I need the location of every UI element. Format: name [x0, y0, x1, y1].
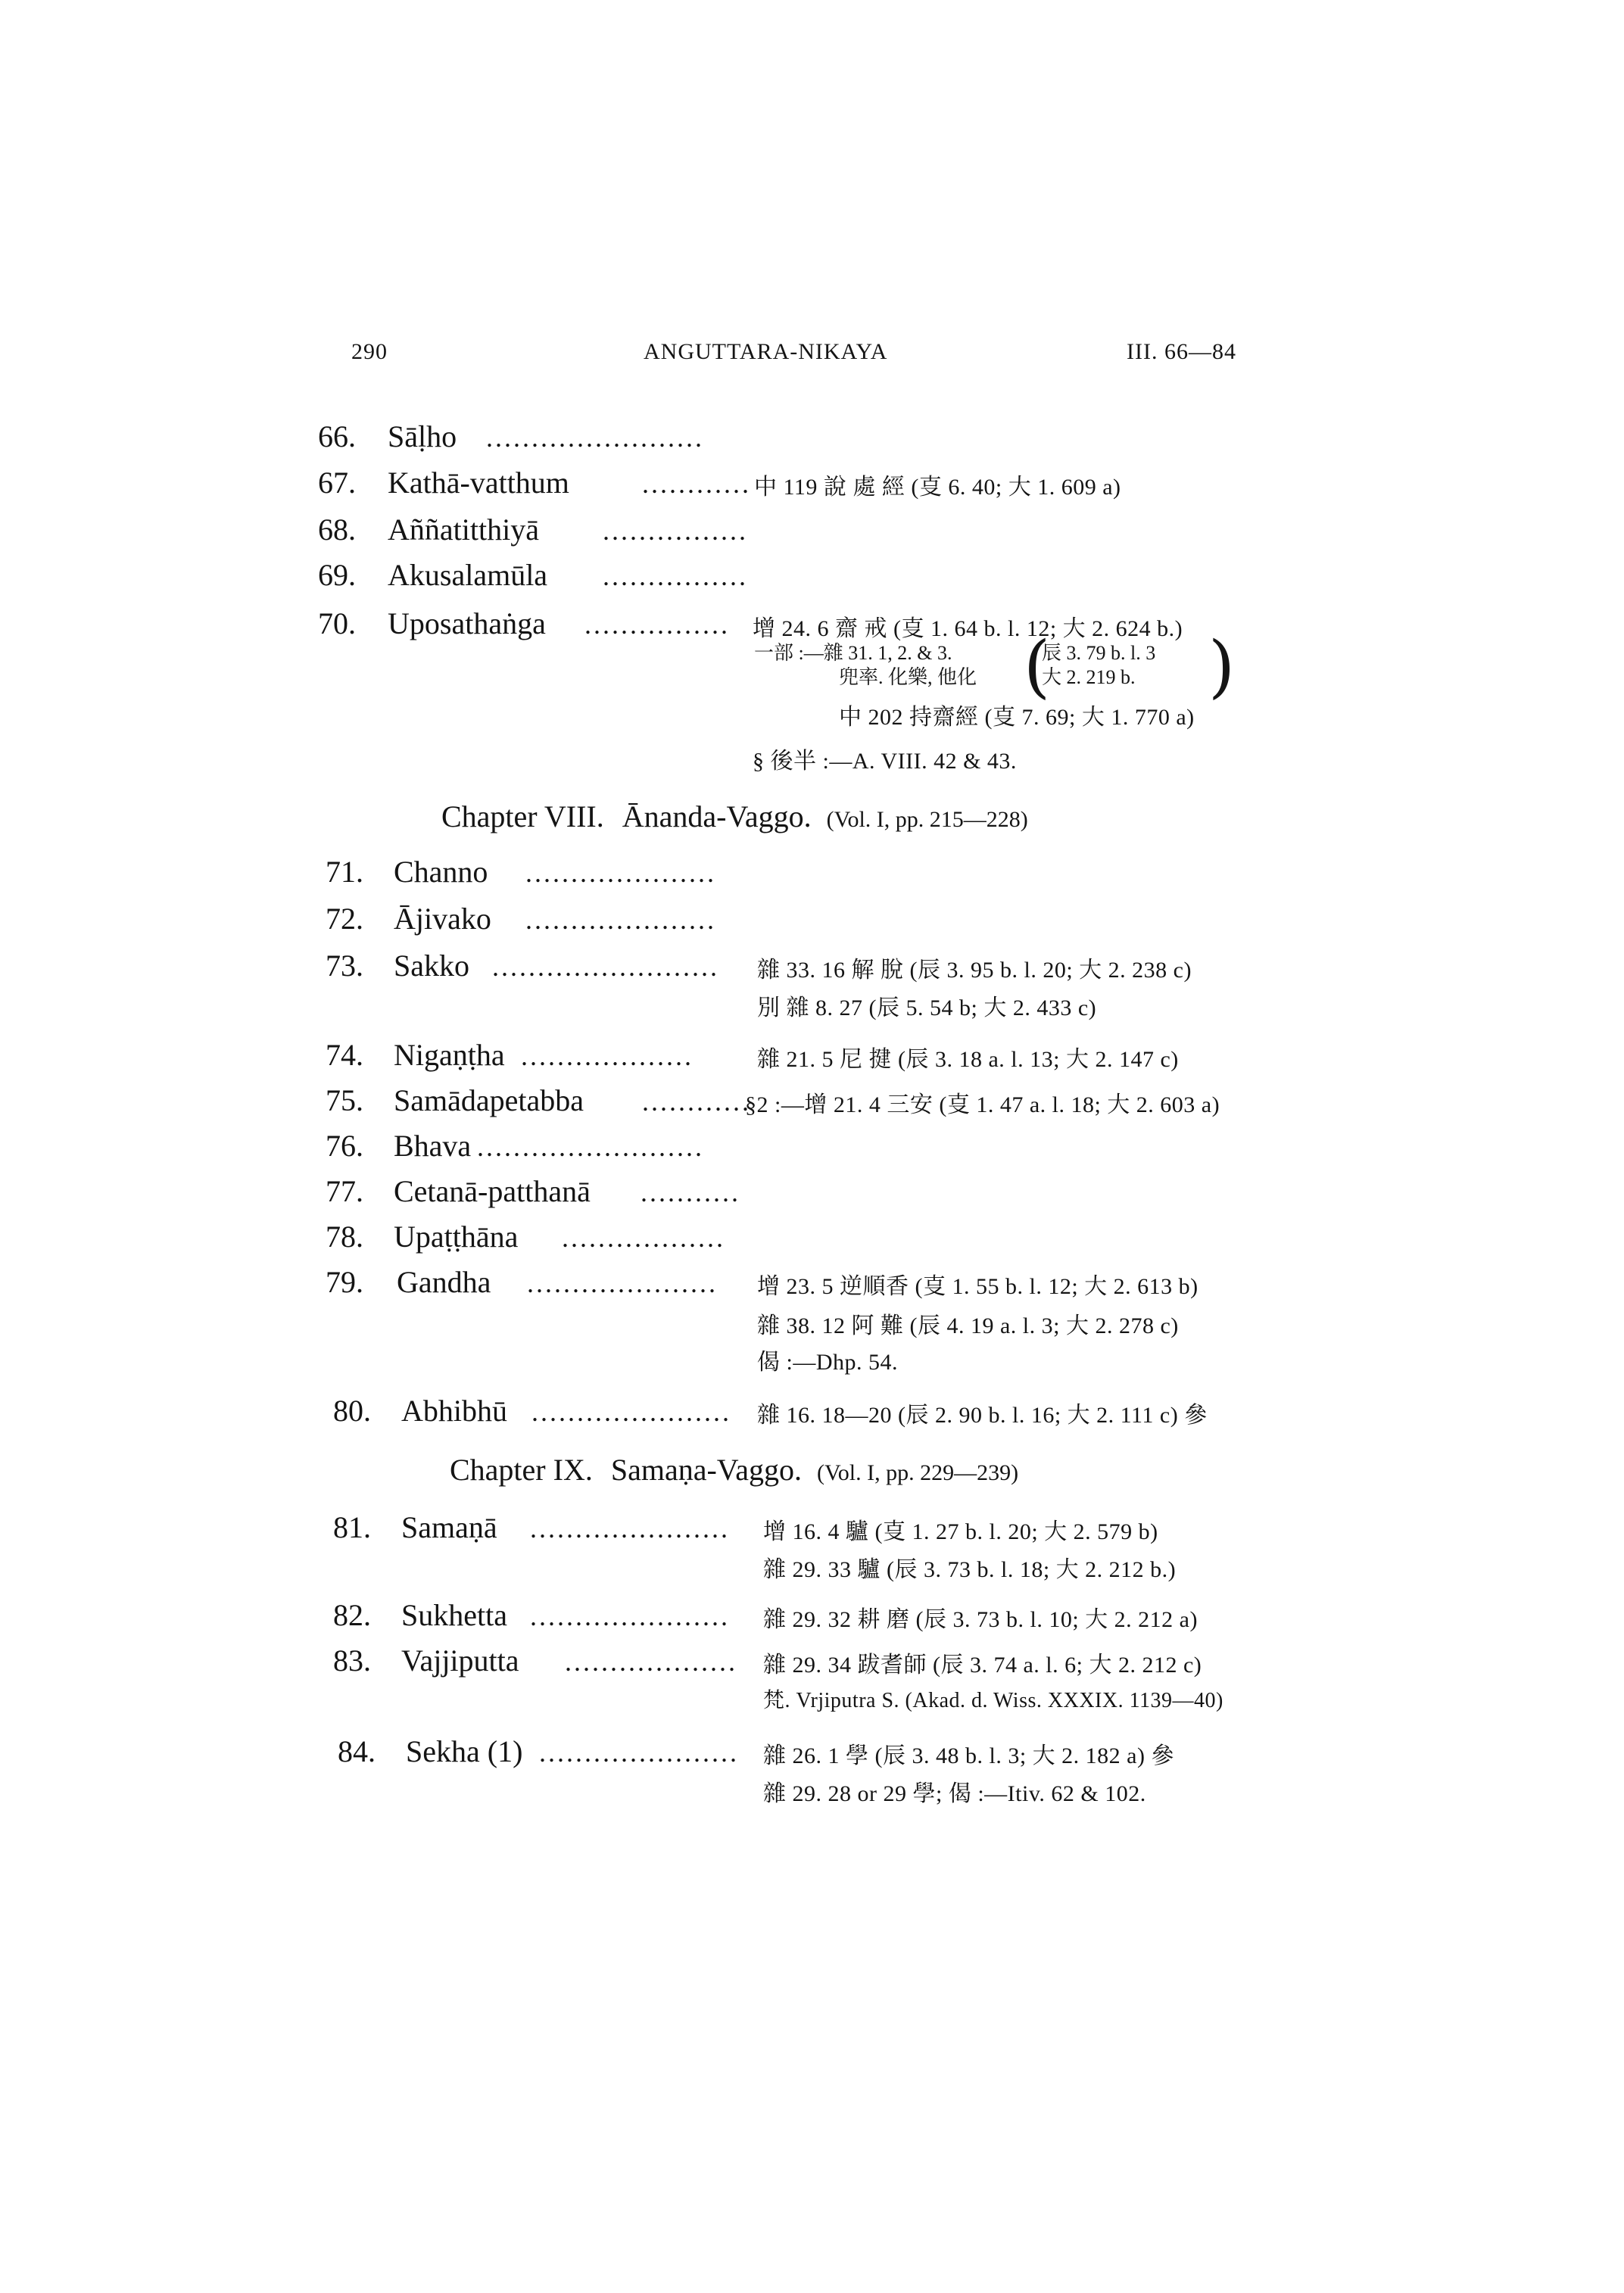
chapter-label: Chapter VIII.	[441, 799, 604, 833]
entry-title: Akusalamūla	[388, 558, 548, 592]
cross-reference: 雜 29. 33 驢 (辰 3. 73 b. l. 18; 大 2. 212 b.)	[763, 1557, 1177, 1582]
page-range: III. 66—84	[1127, 339, 1236, 364]
entry-title: Aññatitthiyā	[388, 512, 539, 547]
entry-title: Cetanā-patthanā	[394, 1174, 591, 1208]
leader-dots: .....................	[527, 1268, 718, 1298]
leader-dots: .........................	[492, 952, 719, 982]
entry-number: 78.	[326, 1220, 363, 1254]
chapter-name: Ānanda-Vaggo.	[622, 799, 812, 833]
entry-title: Ājivako	[394, 902, 491, 936]
leader-dots: ................	[584, 609, 730, 640]
entry-title: Kathā-vatthum	[388, 466, 569, 500]
cross-reference: 雜 16. 18—20 (辰 2. 90 b. l. 16; 大 2. 111 c) 參	[757, 1403, 1208, 1428]
leader-dots: .....................	[525, 858, 716, 888]
chapter-volume: (Vol. I, pp. 229—239)	[816, 1460, 1019, 1485]
chapter-volume: (Vol. I, pp. 215—228)	[826, 807, 1028, 832]
cross-reference: 雜 26. 1 學 (辰 3. 48 b. l. 3; 大 2. 182 a) 參	[763, 1743, 1174, 1768]
chapter-heading	[441, 799, 1028, 834]
entry-number: 68.	[318, 512, 356, 547]
cross-reference: 偈 :—Dhp. 54.	[757, 1350, 898, 1375]
cross-reference: 中 202 持齋經 (㕝 7. 69; 大 1. 770 a)	[839, 705, 1195, 730]
entry-number: 69.	[318, 558, 356, 592]
cross-reference: 增 24. 6 齋 戒 (㕝 1. 64 b. l. 12; 大 2. 624 b.)	[753, 616, 1183, 641]
leader-dots: ...................	[565, 1647, 737, 1677]
entry-number: 74.	[326, 1038, 363, 1072]
chapter-heading	[450, 1452, 1018, 1488]
leader-dots: ...........	[641, 1177, 740, 1207]
close-bracket: )	[1208, 627, 1236, 706]
running-title: ANGUTTARA-NIKAYA	[644, 339, 888, 364]
cross-reference: 雜 29. 32 耕 磨 (辰 3. 73 b. l. 10; 大 2. 212 a)	[763, 1607, 1198, 1632]
leader-dots: ......................	[530, 1513, 730, 1544]
leader-dots: ......................	[530, 1601, 730, 1631]
cross-reference-part: 兜率. 化樂, 他化	[839, 666, 977, 688]
entry-number: 73.	[326, 949, 363, 983]
entry-number: 79.	[326, 1265, 363, 1299]
cross-reference: 雜 38. 12 阿 難 (辰 4. 19 a. l. 3; 大 2. 278 c)	[757, 1313, 1179, 1338]
entry-number: 71.	[326, 855, 363, 889]
leader-dots: ......................	[531, 1397, 731, 1427]
entry-number: 83.	[333, 1643, 371, 1678]
leader-dots: ............	[642, 469, 751, 499]
cross-reference: 雜 33. 16 解 脫 (辰 3. 95 b. l. 20; 大 2. 238 c)	[757, 958, 1192, 983]
entry-title: Sekha (1)	[406, 1734, 523, 1768]
cross-reference: 雜 29. 34 跋耆師 (辰 3. 74 a. l. 6; 大 2. 212 c)	[763, 1653, 1202, 1678]
leader-dots: .....................	[525, 905, 716, 935]
entry-title: Samādapetabba	[394, 1083, 584, 1117]
entry-number: 70.	[318, 606, 356, 640]
entry-title: Bhava	[394, 1129, 472, 1163]
entry-title: Vajjiputta	[401, 1643, 519, 1678]
entry-title: Gandha	[397, 1265, 491, 1299]
cross-reference-part: 辰 3. 79 b. l. 3	[1042, 642, 1156, 664]
entry-number: 81.	[333, 1510, 371, 1544]
cross-reference-part: 大 2. 219 b.	[1042, 666, 1136, 688]
entry-number: 80.	[333, 1394, 371, 1428]
leader-dots: ........................	[486, 422, 704, 453]
open-bracket: (	[1024, 627, 1051, 706]
entry-title: Sukhetta	[401, 1598, 507, 1632]
entry-title: Upaṭṭhāna	[394, 1220, 519, 1254]
cross-reference: 梵. Vrjiputra S. (Akad. d. Wiss. XXXIX. 1139—40)	[763, 1689, 1223, 1712]
cross-reference: 雜 21. 5 尼 揵 (辰 3. 18 a. l. 13; 大 2. 147 c)	[757, 1047, 1179, 1072]
entry-title: Nigaṇṭha	[394, 1038, 505, 1072]
leader-dots: .........................	[477, 1132, 704, 1162]
entry-number: 82.	[333, 1598, 371, 1632]
entry-title: Sakko	[394, 949, 469, 983]
entry-title: Sāḷho	[388, 419, 457, 453]
cross-reference: §2 :—增 21. 4 三安 (㕝 1. 47 a. l. 18; 大 2. 603 a)	[745, 1092, 1220, 1117]
entry-title: Uposathaṅga	[388, 606, 546, 640]
entry-number: 72.	[326, 902, 363, 936]
entry-title: Abhibhū	[401, 1394, 507, 1428]
entry-number: 84.	[338, 1734, 376, 1768]
leader-dots: ................	[603, 561, 748, 591]
cross-reference-part: 一部 :—雜 31. 1, 2. & 3.	[754, 642, 952, 664]
leader-dots: ...................	[521, 1041, 694, 1071]
cross-reference: 中 119 說 處 經 (㕝 6. 40; 大 1. 609 a)	[754, 475, 1121, 500]
cross-reference: 別 雜 8. 27 (辰 5. 54 b; 大 2. 433 c)	[757, 995, 1097, 1020]
entry-number: 76.	[326, 1129, 363, 1163]
entry-number: 77.	[326, 1174, 363, 1208]
entry-number: 75.	[326, 1083, 363, 1117]
cross-reference: § 後半 :—A. VIII. 42 & 43.	[753, 749, 1017, 774]
chapter-label: Chapter IX.	[450, 1453, 593, 1487]
leader-dots: ............	[642, 1086, 751, 1117]
chapter-name: Samaṇa-Vaggo.	[610, 1453, 802, 1487]
leader-dots: ................	[603, 516, 748, 546]
leader-dots: ......................	[539, 1737, 739, 1768]
cross-reference: 增 16. 4 驢 (㕝 1. 27 b. l. 20; 大 2. 579 b)	[763, 1519, 1158, 1544]
cross-reference: 增 23. 5 逆順香 (㕝 1. 55 b. l. 12; 大 2. 613 b)	[757, 1274, 1199, 1299]
entry-number: 67.	[318, 466, 356, 500]
cross-reference: 雜 29. 28 or 29 學; 偈 :—Itiv. 62 & 102.	[763, 1781, 1146, 1806]
leader-dots: ..................	[562, 1223, 725, 1253]
page-number: 290	[351, 339, 388, 364]
entry-title: Samaṇā	[401, 1510, 497, 1544]
entry-title: Channo	[394, 855, 488, 889]
entry-number: 66.	[318, 419, 356, 453]
